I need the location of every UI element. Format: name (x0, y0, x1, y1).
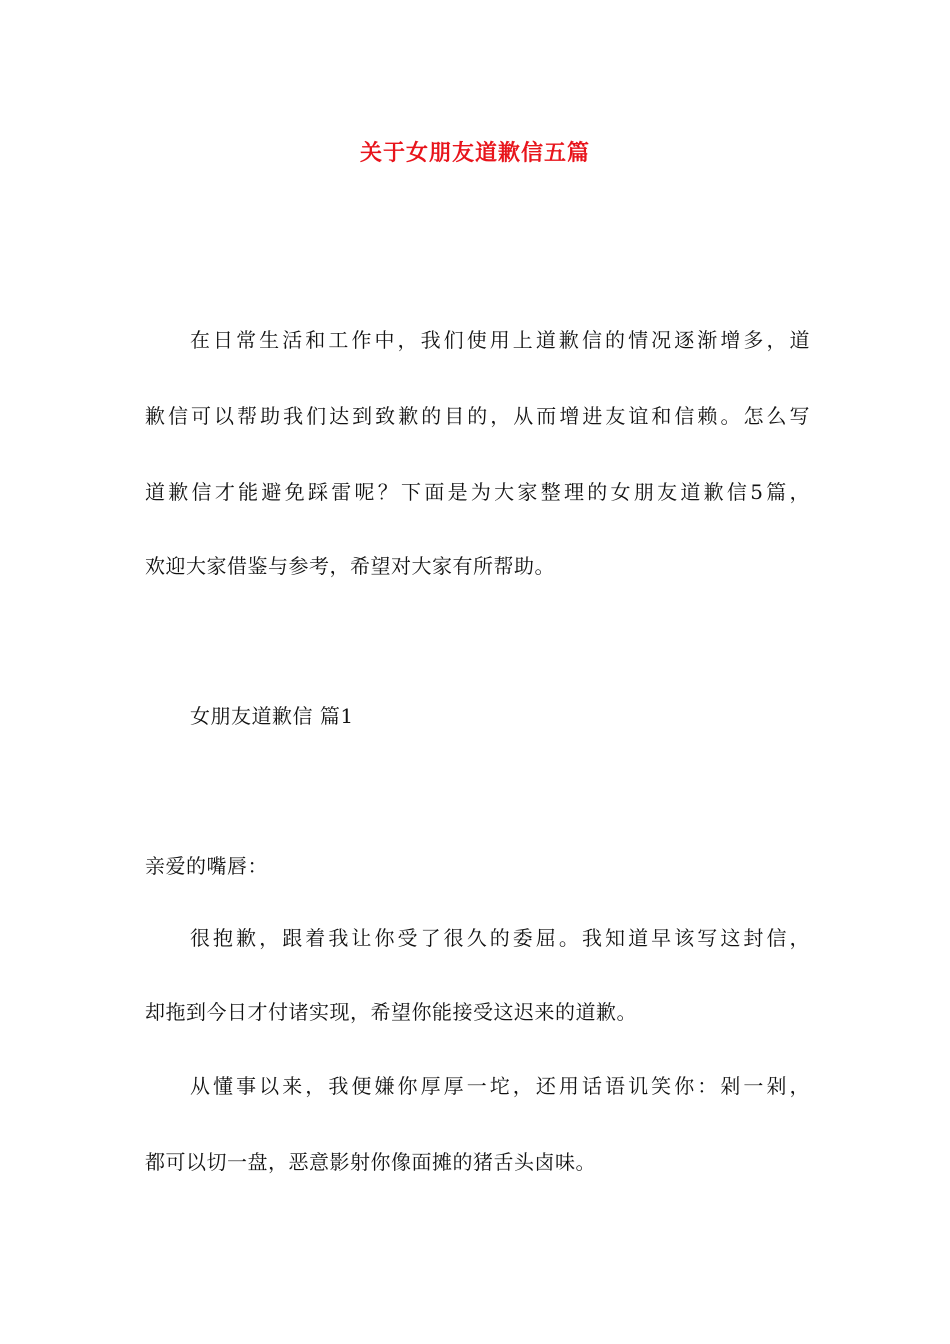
section-heading: 女朋友道歉信 篇1 (190, 704, 354, 728)
intro-line-3: 道歉信才能避免踩雷呢？下面是为大家整理的女朋友道歉信5篇， (145, 480, 810, 504)
intro-line-2: 歉信可以帮助我们达到致歉的目的，从而增进友谊和信赖。怎么写 (145, 404, 810, 428)
document-title: 关于女朋友道歉信五篇 (359, 141, 590, 166)
intro-line-1: 在日常生活和工作中，我们使用上道歉信的情况逐渐增多，道 (190, 328, 810, 352)
salutation: 亲爱的嘴唇： (145, 854, 268, 878)
paragraph-1-line-1: 很抱歉，跟着我让你受了很久的委屈。我知道早该写这封信， (190, 926, 810, 950)
intro-line-4: 欢迎大家借鉴与参考，希望对大家有所帮助。 (145, 554, 555, 578)
paragraph-1-line-2: 却拖到今日才付诸实现，希望你能接受这迟来的道歉。 (145, 1000, 637, 1024)
paragraph-2-line-2: 都可以切一盘，恶意影射你像面摊的猪舌头卤味。 (145, 1150, 596, 1174)
paragraph-2-line-1: 从懂事以来，我便嫌你厚厚一坨，还用话语讥笑你：剁一剁， (190, 1074, 810, 1098)
